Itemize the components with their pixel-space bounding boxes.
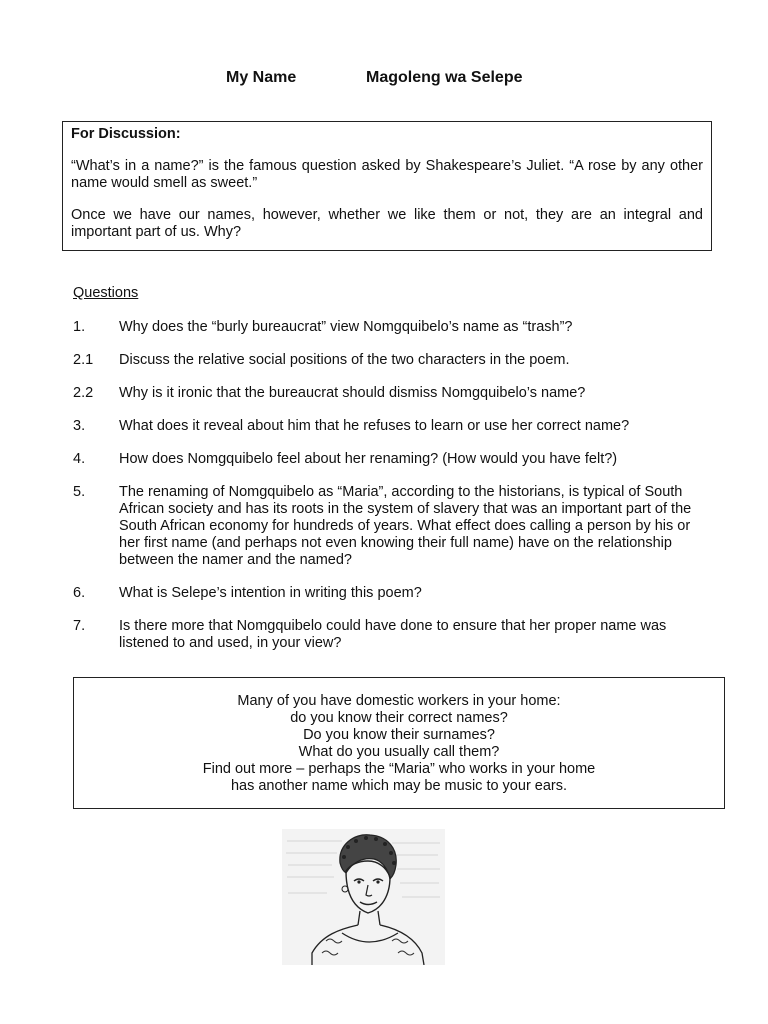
question-text: The renaming of Nomgquibelo as “Maria”, according to the historians, is typical of South African society and has its roots in the system of slavery that was an important part of the South African economy for hundreds of years. What effect does calling a person by his or her first name (and perhaps not even knowing their full name) have on the relationship between the namer and the named? — [119, 484, 692, 568]
discussion-box — [62, 121, 712, 251]
question-number: 3. — [73, 418, 86, 434]
callout-line: Do you know their surnames? — [303, 727, 495, 743]
discussion-heading: For Discussion: — [71, 126, 181, 142]
question-item — [73, 618, 713, 652]
question-item — [73, 451, 713, 468]
questions-list — [73, 319, 713, 668]
callout-line: Many of you have domestic workers in your home: — [237, 693, 561, 709]
callout-line: What do you usually call them? — [298, 744, 500, 760]
callout-line: has another name which may be music to your ears. — [230, 778, 568, 794]
question-item — [73, 418, 713, 435]
question-text: What is Selepe’s intention in writing this poem? — [119, 585, 422, 601]
question-text: How does Nomgquibelo feel about her renaming? (How would you have felt?) — [119, 451, 618, 467]
callout-line: Find out more – perhaps the “Maria” who works in your home — [202, 761, 596, 777]
discussion-paragraph: Once we have our names, however, whether we like them or not, they are an integral and important part of us. Why? — [71, 207, 703, 240]
question-number: 2.1 — [73, 352, 94, 368]
question-number: 6. — [73, 585, 86, 601]
question-item — [73, 352, 713, 369]
callout-box — [73, 677, 725, 809]
question-number: 5. — [73, 484, 86, 500]
question-text: Why does the “burly bureaucrat” view Nomgquibelo’s name as “trash”? — [119, 319, 573, 335]
question-item — [73, 319, 713, 336]
question-item — [73, 484, 713, 569]
discussion-paragraph: “What’s in a name?” is the famous question asked by Shakespeare’s Juliet. “A rose by any other name would smell as sweet.” — [71, 158, 703, 191]
question-text: What does it reveal about him that he refuses to learn or use her correct name? — [119, 418, 630, 434]
question-text: Discuss the relative social positions of the two characters in the poem. — [119, 352, 570, 368]
question-number: 4. — [73, 451, 86, 467]
woman-portrait-sketch-icon — [282, 829, 445, 965]
question-item — [73, 385, 713, 402]
question-text: Why is it ironic that the bureaucrat should dismiss Nomgquibelo’s name? — [119, 385, 586, 401]
title-author: Magoleng wa Selepe — [366, 69, 523, 86]
page-title — [0, 69, 768, 91]
title-left: My Name — [226, 69, 297, 86]
questions-heading: Questions — [73, 285, 139, 301]
question-text: Is there more that Nomgquibelo could have done to ensure that her proper name was listened to and used, in your view? — [119, 618, 667, 651]
question-item — [73, 585, 713, 602]
question-number: 2.2 — [73, 385, 94, 401]
question-number: 1. — [73, 319, 86, 335]
question-number: 7. — [73, 618, 86, 634]
callout-line: do you know their correct names? — [290, 710, 508, 726]
